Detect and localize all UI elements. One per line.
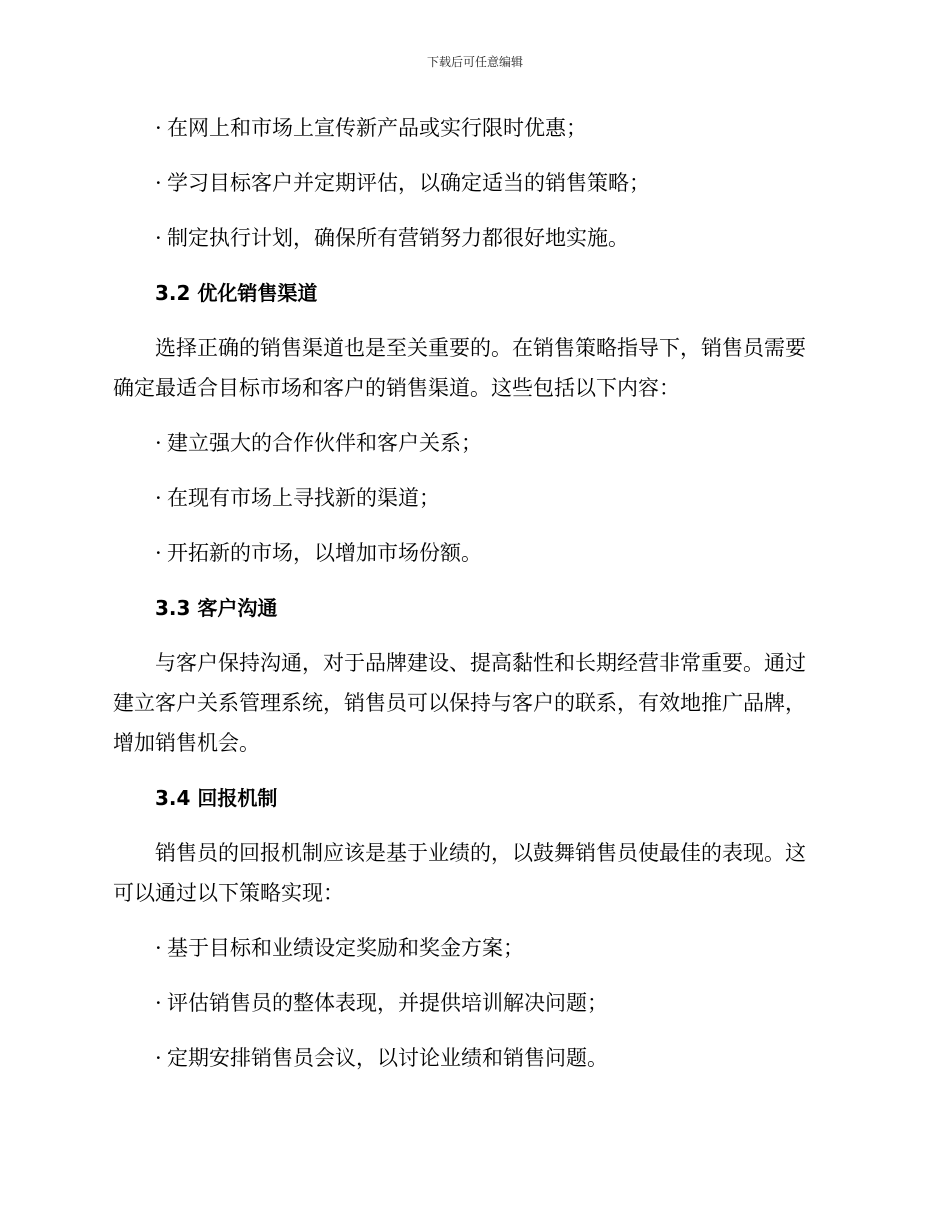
- paragraph-line: 销售员的回报机制应该是基于业绩的，以鼓舞销售员使最佳的表现。这: [155, 841, 806, 865]
- bullet-dot: ·: [155, 486, 162, 510]
- paragraph-3-3: [113, 643, 835, 763]
- paragraph-line: 选择正确的销售渠道也是至关重要的。在销售策略指导下，销售员需要: [155, 336, 806, 360]
- bullet-item: [113, 478, 835, 518]
- bullet-dot: ·: [155, 1046, 162, 1070]
- bullet-dot: ·: [155, 541, 162, 565]
- paragraph-line: 确定最适合目标市场和客户的销售渠道。这些包括以下内容：: [113, 376, 680, 400]
- bullet-item: [113, 423, 835, 463]
- bullet-item: [113, 983, 835, 1023]
- bullet-item: [113, 163, 835, 203]
- paragraph-line: 与客户保持沟通，对于品牌建设、提高黏性和长期经营非常重要。通过: [155, 651, 806, 675]
- bullet-item: [113, 928, 835, 968]
- paragraph-line: 建立客户关系管理系统，销售员可以保持与客户的联系，有效地推广品牌，: [113, 691, 806, 715]
- bullet-dot: ·: [155, 936, 162, 960]
- bullet-text: 制定执行计划，确保所有营销努力都很好地实施。: [167, 226, 629, 250]
- paragraph-3-4: [113, 833, 835, 913]
- bullet-item: [113, 1038, 835, 1078]
- paragraph-3-2: [113, 328, 835, 408]
- bullet-dot: ·: [155, 116, 162, 140]
- bullet-text: 定期安排销售员会议，以讨论业绩和销售问题。: [167, 1046, 608, 1070]
- section-heading-3-4: 3.4 回报机制: [155, 786, 278, 810]
- bullet-text: 建立强大的合作伙伴和客户关系；: [167, 431, 482, 455]
- bullet-text: 学习目标客户并定期评估，以确定适当的销售策略；: [167, 171, 650, 195]
- bullet-item: [113, 218, 835, 258]
- bullet-text: 在现有市场上寻找新的渠道；: [167, 486, 440, 510]
- paragraph-line: 增加销售机会。: [113, 731, 260, 755]
- paragraph-line: 可以通过以下策略实现：: [113, 881, 344, 905]
- bullet-text: 基于目标和业绩设定奖励和奖金方案；: [167, 936, 524, 960]
- bullet-dot: ·: [155, 171, 162, 195]
- bullet-dot: ·: [155, 431, 162, 455]
- bullet-text: 开拓新的市场，以增加市场份额。: [167, 541, 482, 565]
- section-heading-3-3: 3.3 客户沟通: [155, 596, 278, 620]
- bullet-dot: ·: [155, 226, 162, 250]
- section-heading-3-2: 3.2 优化销售渠道: [155, 281, 318, 305]
- bullet-item: [113, 108, 835, 148]
- bullet-text: 评估销售员的整体表现，并提供培训解决问题；: [167, 991, 608, 1015]
- bullet-item: [113, 533, 835, 573]
- bullet-dot: ·: [155, 991, 162, 1015]
- bullet-text: 在网上和市场上宣传新产品或实行限时优惠；: [167, 116, 587, 140]
- page-header: 下载后可任意编辑: [426, 55, 523, 69]
- document-body: [113, 108, 835, 1093]
